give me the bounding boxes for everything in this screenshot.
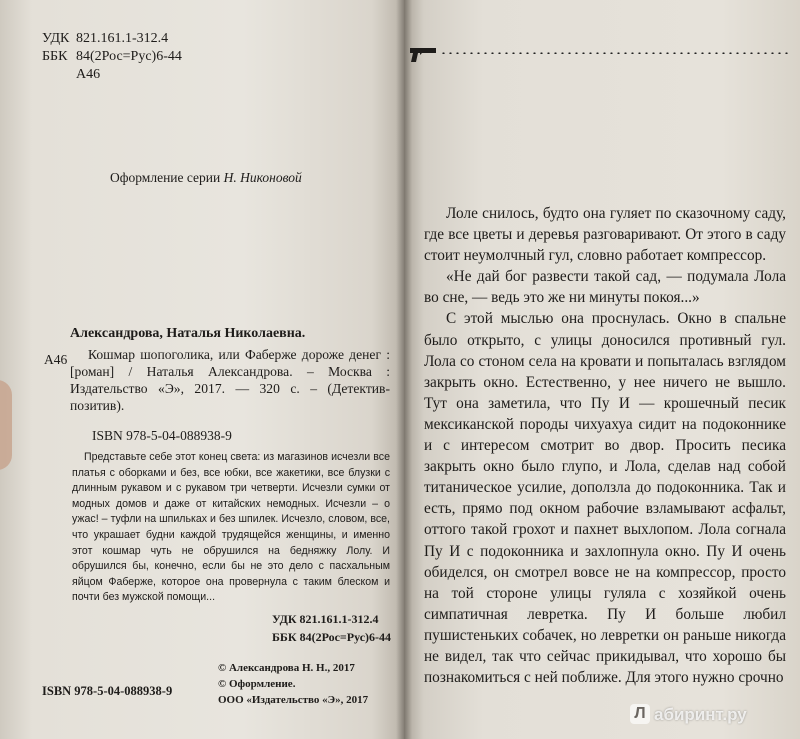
right-page bbox=[404, 0, 800, 739]
book-gutter bbox=[396, 0, 412, 739]
paragraph: С этой мыслью она проснулась. Окно в спальне было открыто, с улицы доносился противный гул. Лола со стоном села на кровати и попыталась взглядом закрыть окно. Естественно, у нее ничего не вышло. Тут она заметила, что Пу И — крошечный песик мексиканской породы чихуахуа сидит на подоконнике и с интересом смотрит во двор. Просить песика закрыть окно было глупо, и Лола, сделав над собой титаническое усилие, доползла до подоконника. Так и есть, прямо под окном рабочие взламывают асфальт, оттого такой грохот и пахнет выхлопом. Лола согнала Пу И с подоконника и захлопнула окно. Пу И очень обиделся, он смотрел вовсе не на компрессор, просто на той стороне улицы гуляла с хозяйкой очень симпатичная левретка. Пу И больше любил пушистеньких собачек, но левретки он раньше никогда не видел, так что сейчас прикидывал, что хорошо бы познакомиться с ней поближе. Для этого нужно срочно bbox=[424, 310, 786, 687]
udk-key: УДК bbox=[42, 31, 70, 46]
bbk-key: ББК bbox=[42, 49, 68, 64]
bbk-value: 84(2Рос=Рус)6-44 bbox=[76, 49, 182, 64]
bottom-classification-codes bbox=[272, 610, 391, 646]
pistol-icon bbox=[408, 44, 438, 64]
series-designer: Н. Никоновой bbox=[223, 170, 302, 185]
entry-heading: Александрова, Наталья Николаевна. bbox=[70, 326, 306, 341]
bibliographic-record bbox=[70, 346, 390, 414]
bibliographic-record-text: Кошмар шопоголика, или Фаберже дороже денег : [роман] / Наталья Александрова. – Москва : Издательство «Э», 2017. — 320 с. – (Детектив-позитив). bbox=[70, 347, 390, 413]
watermark-text: абиринт.ру bbox=[654, 705, 747, 724]
watermark-logo: Л bbox=[630, 704, 650, 724]
bbk-row bbox=[42, 48, 182, 66]
bottom-isbn: ISBN 978-5-04-088938-9 bbox=[42, 684, 173, 698]
paragraph: «Не дай бог развести такой сад, — подумала Лола во сне, — ведь это же ни минуты покоя...» bbox=[424, 268, 786, 307]
udk-row bbox=[42, 30, 182, 48]
story-text bbox=[424, 203, 786, 688]
isbn: ISBN 978-5-04-088938-9 bbox=[92, 428, 232, 443]
copyright-line: © Александрова Н. Н., 2017 bbox=[218, 662, 355, 674]
entry-sign: А46 bbox=[44, 352, 68, 367]
classification-codes bbox=[42, 30, 182, 84]
copyright-block bbox=[218, 660, 368, 708]
author-sign-row bbox=[42, 66, 182, 84]
bottom-udk: УДК 821.161.1-312.4 bbox=[272, 612, 379, 626]
udk-value: 821.161.1-312.4 bbox=[76, 31, 169, 46]
copyright-line: © Оформление. bbox=[218, 678, 296, 690]
copyright-line: ООО «Издательство «Э», 2017 bbox=[218, 694, 369, 706]
annotation: Представьте себе этот конец света: из магазинов исчезли все платья с оборками и без, все юбки, все жакетики, все блузки с длинным рукавом и с рукавом три четверти. Исчезли сумки от модных домов и даже от китайских немодных. Исчезли – о ужас! – туфли на шпильках и без шпилек. Исчезло, словом, все, что украшает будни каждой трудящейся женщины, и именно этот кошмар чуть не обрушился на бедняжку Лолу. И обрушился бы, конечно, если бы не это дело с пасхальным яйцом Фаберже, которое она провернула с таким блеском и почти без мужской помощи... bbox=[72, 451, 390, 604]
bottom-bbk: ББК 84(2Рос=Рус)6-44 bbox=[272, 630, 392, 644]
series-design-credit bbox=[110, 170, 302, 186]
series-design-prefix: Оформление серии bbox=[110, 170, 221, 185]
author-sign: А46 bbox=[76, 67, 101, 82]
dotted-rule bbox=[440, 52, 790, 54]
paragraph: Лоле снилось, будто она гуляет по сказочному саду, где все цветы и деревья разговаривают. От этого в саду стоит неумолчный гул, словно работает компрессор. bbox=[424, 205, 786, 265]
thumb bbox=[0, 380, 12, 470]
